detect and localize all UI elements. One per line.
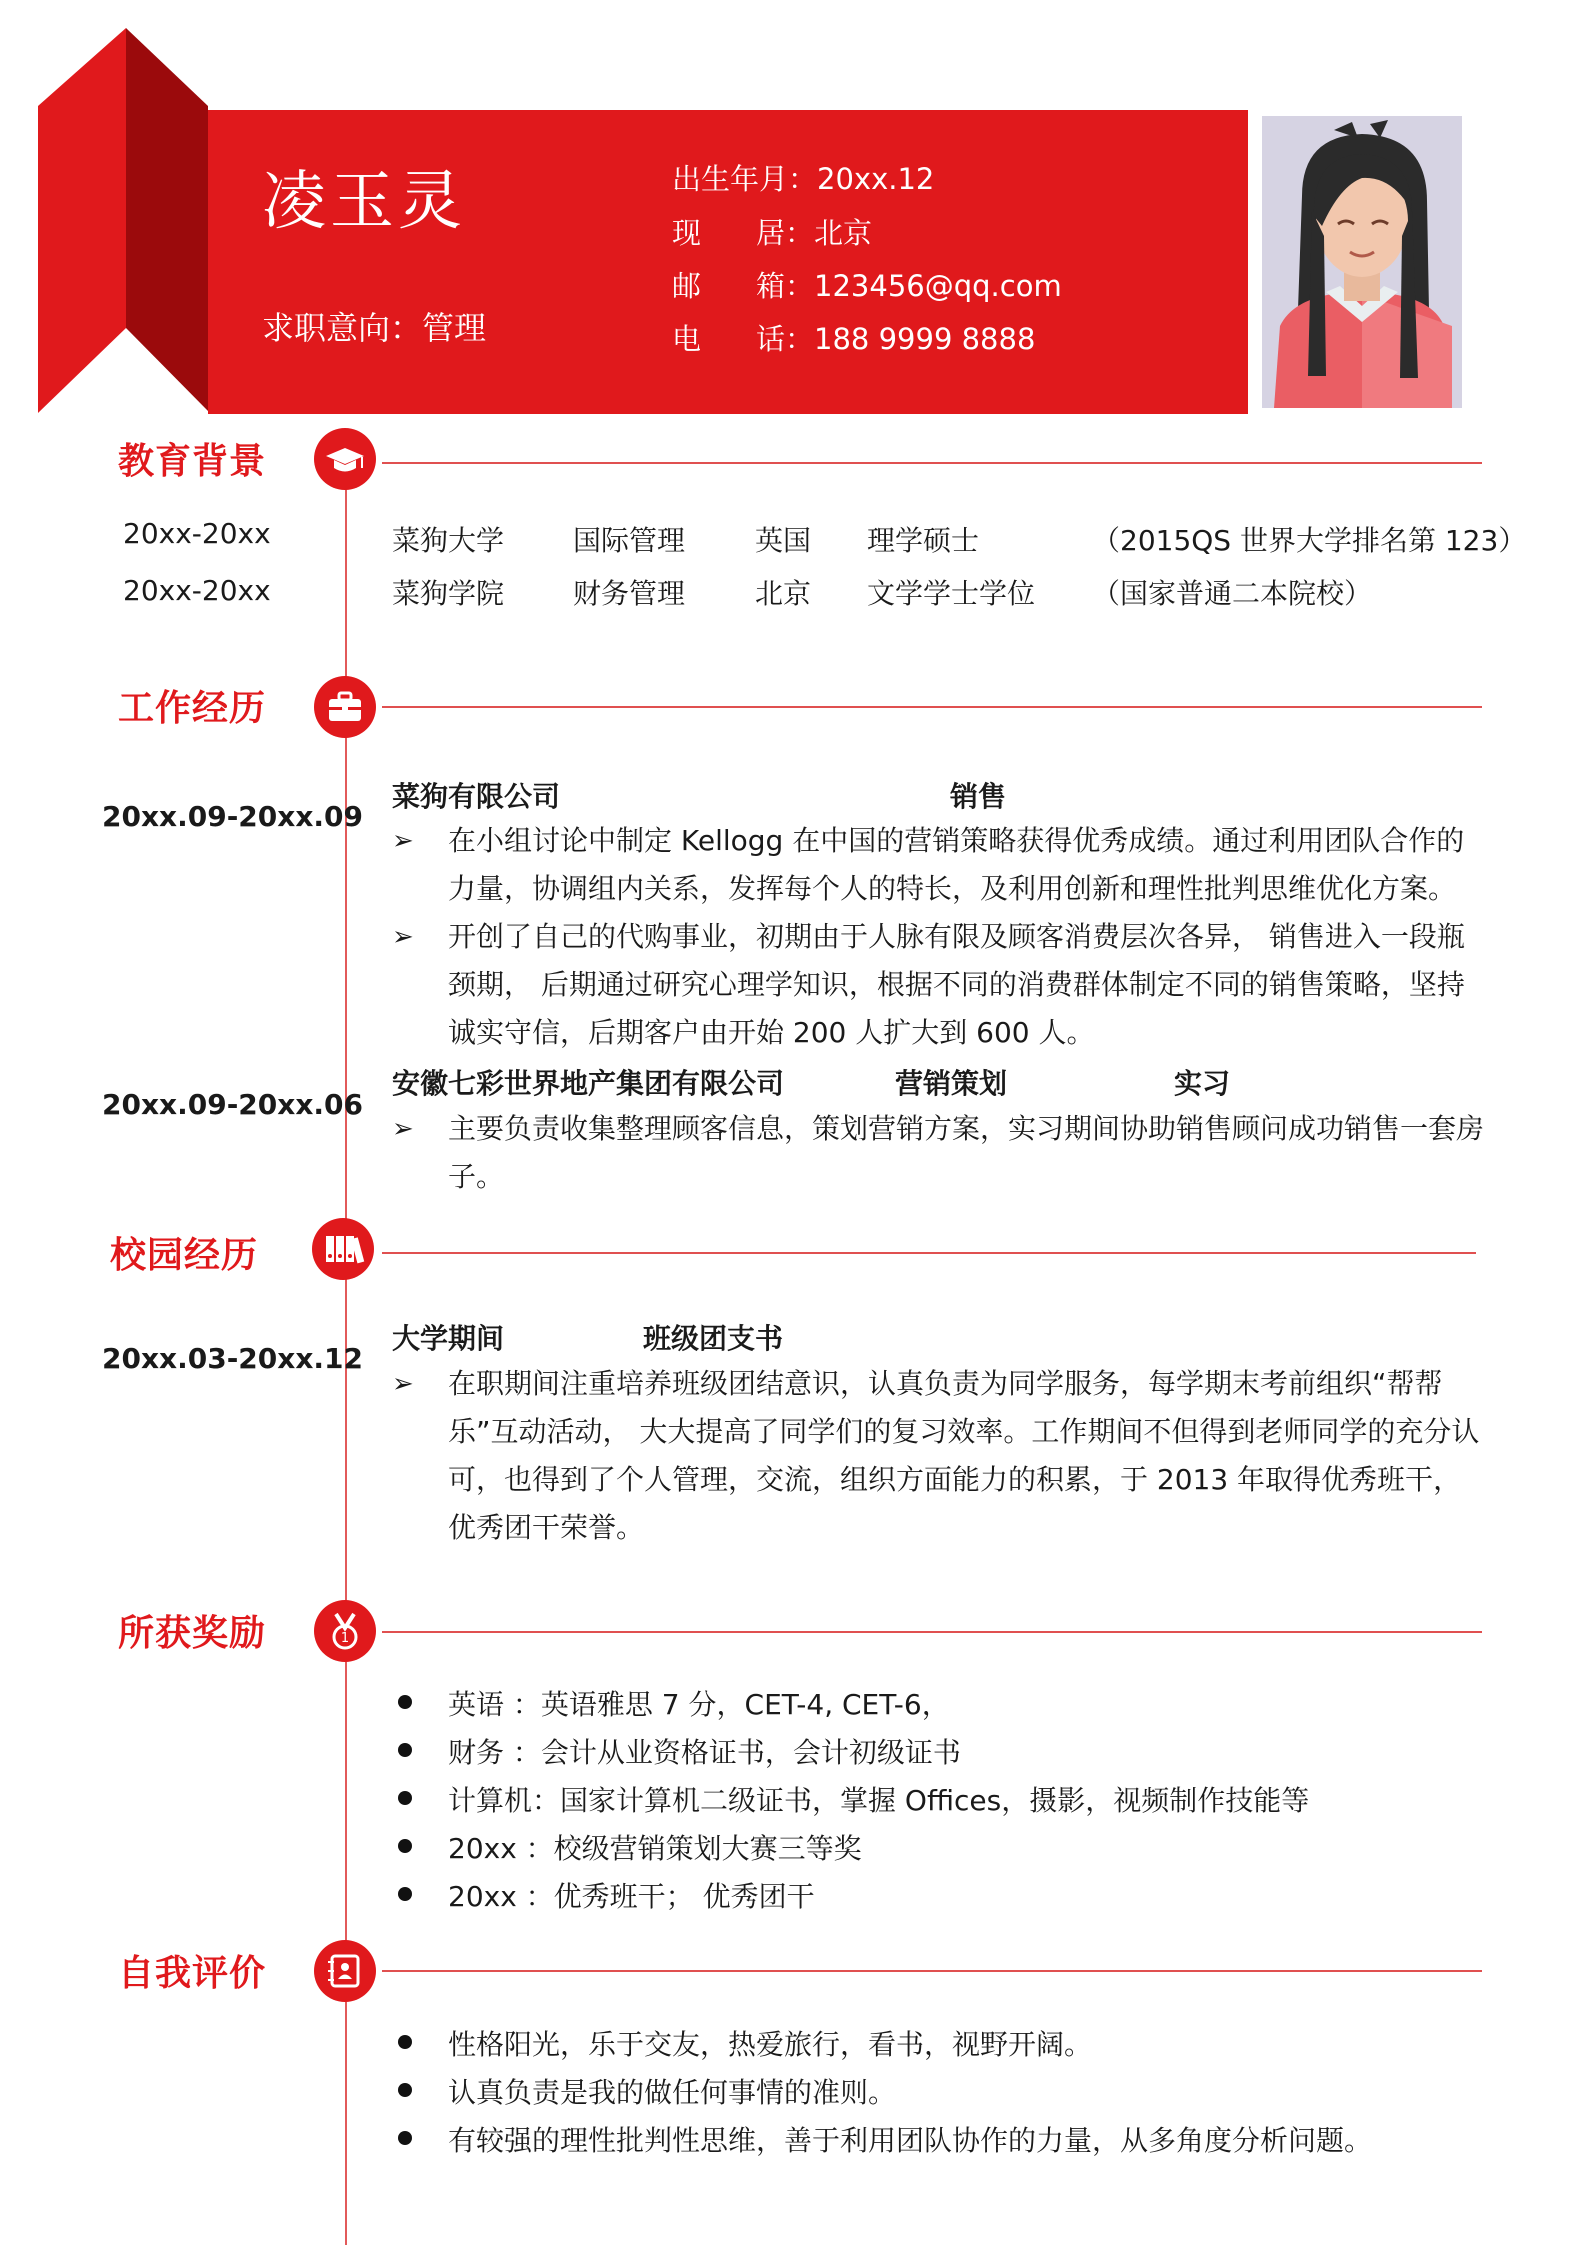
info-residence bbox=[672, 211, 872, 252]
self-item-1: 性格阳光，乐于交友，热爱旅行，看书，视野开阔。 bbox=[448, 2028, 1093, 2061]
info-email-value: 123456@qq.com bbox=[814, 269, 1062, 303]
avatar-photo bbox=[1262, 116, 1462, 408]
info-residence-value: 北京 bbox=[814, 216, 873, 250]
header-ribbon-decoration bbox=[38, 28, 208, 413]
section-rule-campus bbox=[382, 1252, 1476, 1254]
bullet-dot bbox=[398, 2083, 412, 2097]
self-item-3: 有较强的理性批判性思维，善于利用团队协作的力量，从多角度分析问题。 bbox=[448, 2124, 1373, 2157]
edu-major-2: 财务管理 bbox=[573, 577, 686, 610]
info-phone-label2: 话： bbox=[756, 322, 815, 356]
job1-bullet-1: 在小组讨论中制定 Kellogg 在中国的营销策略获得优秀成绩。通过利用团队合作的力量，协调组内关系，发挥每个人的特长，及利用创新和理性批判思维优化方案。 bbox=[448, 824, 1465, 905]
job1-role: 销售 bbox=[950, 780, 1007, 813]
info-birth-value: 20xx.12 bbox=[817, 162, 935, 196]
edu-school-2: 菜狗学院 bbox=[392, 577, 505, 610]
info-phone-label: 电 bbox=[672, 322, 702, 356]
edu-major-1: 国际管理 bbox=[573, 524, 686, 557]
award-item-2: 财务 ：会计从业资格证书，会计初级证书 bbox=[448, 1736, 961, 1769]
info-residence-label: 现 bbox=[672, 216, 702, 250]
job1-bullet-2: 开创了自己的代购事业，初期由于人脉有限及顾客消费层次各异， 销售进入一段瓶颈期， 后期通过研究心理学知识，根据不同的消费群体制定不同的销售策略，坚持诚实守信，后期客户由开始 200 人扩大到 600 人。 bbox=[448, 920, 1465, 1049]
graduation-cap-icon bbox=[314, 428, 376, 490]
arrow-bullet-icon: ➢ bbox=[392, 922, 414, 952]
info-email-label: 邮 bbox=[672, 269, 702, 303]
section-rule-education bbox=[382, 462, 1482, 464]
section-rule-awards bbox=[382, 1631, 1482, 1633]
section-title-education: 教育背景 bbox=[118, 441, 267, 482]
books-icon bbox=[312, 1218, 374, 1280]
info-birth-label: 出生年月： bbox=[672, 162, 818, 196]
section-rule-work bbox=[382, 706, 1482, 708]
edu-note-2: （国家普通二本院校） bbox=[1092, 577, 1373, 610]
avatar-illustration bbox=[1262, 116, 1462, 408]
job1-company: 菜狗有限公司 bbox=[392, 780, 561, 813]
job2-company: 安徽七彩世界地产集团有限公司 bbox=[392, 1067, 785, 1100]
section-title-work: 工作经历 bbox=[118, 688, 267, 729]
bullet-dot bbox=[398, 1887, 412, 1901]
svg-text:1: 1 bbox=[340, 1631, 350, 1646]
job2-type: 实习 bbox=[1174, 1067, 1231, 1100]
self-item-2: 认真负责是我的做任何事情的准则。 bbox=[448, 2076, 897, 2109]
edu-place-1: 英国 bbox=[755, 524, 812, 557]
edu-place-2: 北京 bbox=[755, 577, 812, 610]
award-item-5: 20xx ：优秀班干； 优秀团干 bbox=[448, 1880, 815, 1913]
job2-role: 营销策划 bbox=[895, 1067, 1008, 1100]
edu-degree-2: 文学学士学位 bbox=[867, 577, 1036, 610]
job-intent-value: 管理 bbox=[422, 309, 487, 347]
info-residence-label2: 居： bbox=[756, 216, 815, 250]
campus-role: 班级团支书 bbox=[643, 1322, 784, 1355]
section-title-awards: 所获奖励 bbox=[118, 1613, 267, 1654]
job1-date: 20xx.09-20xx.09 bbox=[102, 800, 363, 833]
campus-period: 大学期间 bbox=[392, 1322, 505, 1355]
bullet-dot bbox=[398, 1791, 412, 1805]
bullet-dot bbox=[398, 1743, 412, 1757]
award-item-3: 计算机：国家计算机二级证书，掌握 Offices，摄影，视频制作技能等 bbox=[448, 1784, 1310, 1817]
briefcase-icon bbox=[314, 676, 376, 738]
edu-degree-1: 理学硕士 bbox=[867, 524, 980, 557]
info-birth bbox=[672, 157, 934, 198]
job-intent bbox=[262, 303, 486, 349]
award-item-1: 英语 ：英语雅思 7 分，CET-4, CET-6， bbox=[448, 1688, 950, 1721]
campus-date: 20xx.03-20xx.12 bbox=[102, 1342, 363, 1375]
edu-date-1: 20xx-20xx bbox=[123, 517, 271, 550]
candidate-name: 凌玉灵 bbox=[262, 165, 466, 239]
arrow-bullet-icon: ➢ bbox=[392, 1114, 414, 1144]
job2-bullet-1: 主要负责收集整理顾客信息，策划营销方案，实习期间协助销售顾问成功销售一套房子。 bbox=[448, 1112, 1485, 1193]
job-intent-label: 求职意向： bbox=[262, 309, 423, 347]
job2-date: 20xx.09-20xx.06 bbox=[102, 1088, 363, 1121]
award-item-4: 20xx ：校级营销策划大赛三等奖 bbox=[448, 1832, 862, 1865]
bullet-dot bbox=[398, 1695, 412, 1709]
bullet-dot bbox=[398, 2131, 412, 2145]
address-book-icon bbox=[314, 1940, 376, 2002]
edu-school-1: 菜狗大学 bbox=[392, 524, 505, 557]
edu-date-2: 20xx-20xx bbox=[123, 574, 271, 607]
arrow-bullet-icon: ➢ bbox=[392, 1369, 414, 1399]
edu-note-1: （2015QS 世界大学排名第 123） bbox=[1092, 524, 1527, 557]
info-phone bbox=[672, 317, 1035, 358]
section-title-campus: 校园经历 bbox=[110, 1235, 259, 1276]
section-rule-self bbox=[382, 1970, 1482, 1972]
bullet-dot bbox=[398, 2035, 412, 2049]
arrow-bullet-icon: ➢ bbox=[392, 826, 414, 856]
section-title-self: 自我评价 bbox=[118, 1953, 267, 1994]
info-email bbox=[672, 264, 1062, 305]
info-email-label2: 箱： bbox=[756, 269, 815, 303]
bullet-dot bbox=[398, 1839, 412, 1853]
medal-icon bbox=[314, 1600, 376, 1662]
campus-bullet: 在职期间注重培养班级团结意识，认真负责为同学服务，每学期末考前组织“帮帮乐”互动活动， 大大提高了同学们的复习效率。工作期间不但得到老师同学的充分认可，也得到了个人管理，交流，组织方面能力的积累，于 2013 年取得优秀班干，优秀团干荣誉。 bbox=[448, 1367, 1480, 1544]
info-phone-value: 188 9999 8888 bbox=[814, 322, 1036, 356]
